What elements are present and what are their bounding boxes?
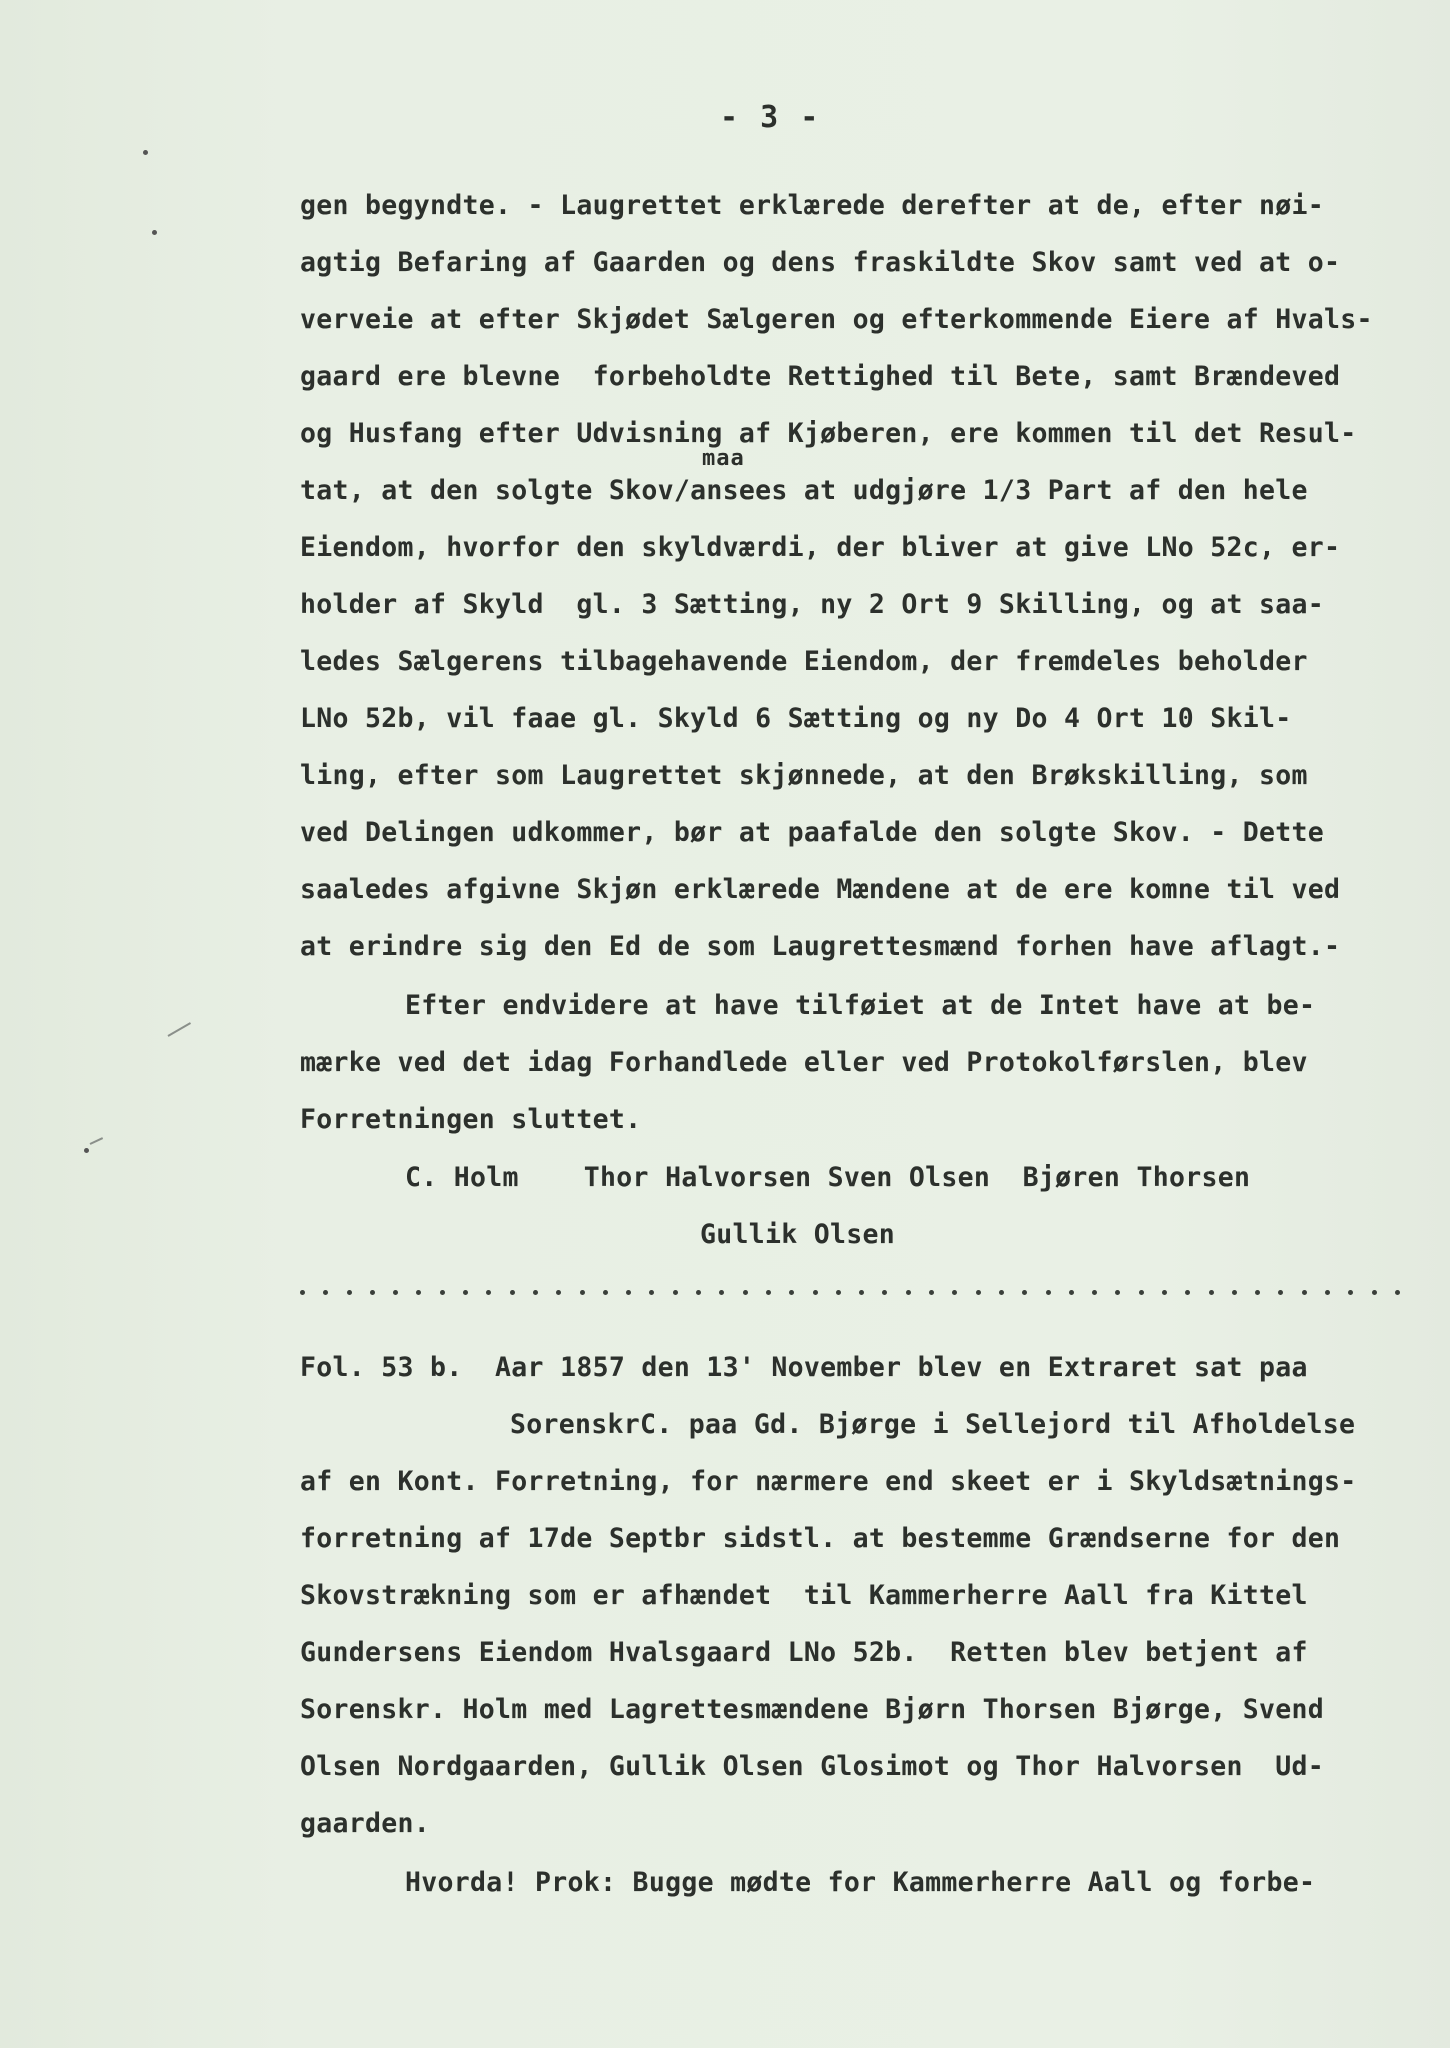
signature-line: Gullik Olsen (700, 1219, 896, 1250)
text-line: Hvorda! Prok: Bugge mødte for Kammerherre Aall og forbe- (405, 1867, 1316, 1898)
margin-mark (143, 150, 148, 155)
margin-mark (84, 1148, 89, 1153)
text-line: gaard ere blevne forbeholdte Rettighed til Bete, samt Brændeved (300, 361, 1341, 392)
text-line: holder af Skyld gl. 3 Sætting, ny 2 Ort 9 Skilling, og at saa- (300, 589, 1325, 620)
text-line: tat, at den solgte Skov/ansees at udgjøre 1/3 Part af den hele (300, 475, 1308, 506)
text-line: saaledes afgivne Skjøn erklærede Mændene at de ere komne til ved (300, 874, 1341, 905)
text-line: LNo 52b, vil faae gl. Skyld 6 Sætting og ny Do 4 Ort 10 Skil- (300, 703, 1292, 734)
text-line: gen begyndte. - Laugrettet erklærede derefter at de, efter nøi- (300, 190, 1325, 221)
text-line: Eiendom, hvorfor den skyldværdi, der bliver at give LNo 52c, er- (300, 532, 1341, 563)
text-line: at erindre sig den Ed de som Laugrettesmænd forhen have aflagt.- (300, 931, 1341, 962)
text-line: Skovstrækning som er afhændet til Kammerherre Aall fra Kittel (300, 1580, 1308, 1611)
text-line: gaarden. (300, 1808, 431, 1839)
text-line: mærke ved det idag Forhandlede eller ved Protokolførslen, blev (300, 1047, 1308, 1078)
margin-mark (152, 230, 157, 235)
text-line: ledes Sælgerens tilbagehavende Eiendom, der fremdeles beholder (300, 646, 1308, 677)
text-line: agtig Befaring af Gaarden og dens fraskildte Skov samt ved at o- (300, 247, 1341, 278)
page-number: - 3 - (720, 100, 821, 135)
text-line: og Husfang efter Udvisning af Kjøberen, ere kommen til det Resul- (300, 418, 1357, 449)
text-line: Olsen Nordgaarden, Gullik Olsen Glosimot og Thor Halvorsen Ud- (300, 1751, 1325, 1782)
text-line: verveie at efter Skjødet Sælgeren og efterkommende Eiere af Hvals- (300, 304, 1373, 335)
text-line: SorenskrC. paa Gd. Bjørge i Sellejord til Afholdelse (510, 1409, 1356, 1440)
text-line: Sorenskr. Holm med Lagrettesmændene Bjørn Thorsen Bjørge, Svend (300, 1694, 1325, 1725)
handwritten-insertion: maa (702, 446, 745, 471)
text-line: Gundersens Eiendom Hvalsgaard LNo 52b. Retten blev betjent af (300, 1637, 1308, 1668)
text-line: ved Delingen udkommer, bør at paafalde den solgte Skov. - Dette (300, 817, 1325, 848)
text-line: ling, efter som Laugrettet skjønnede, at den Brøkskilling, som (300, 760, 1308, 791)
text-line: af en Kont. Forretning, for nærmere end skeet er i Skyldsætnings- (300, 1466, 1357, 1497)
text-line: Efter endvidere at have tilføiet at de Intet have at be- (405, 990, 1316, 1021)
signature-line: C. Holm Thor Halvorsen Sven Olsen Bjøren Thorsen (405, 1162, 1251, 1193)
text-line: Fol. 53 b. Aar 1857 den 13' November blev en Extraret sat paa (300, 1352, 1308, 1383)
text-line: forretning af 17de Septbr sidstl. at bestemme Grændserne for den (300, 1523, 1341, 1554)
margin-stroke (90, 1137, 104, 1145)
dotted-separator (300, 1290, 1400, 1295)
text-line: Forretningen sluttet. (300, 1104, 642, 1135)
margin-stroke (168, 1022, 192, 1037)
